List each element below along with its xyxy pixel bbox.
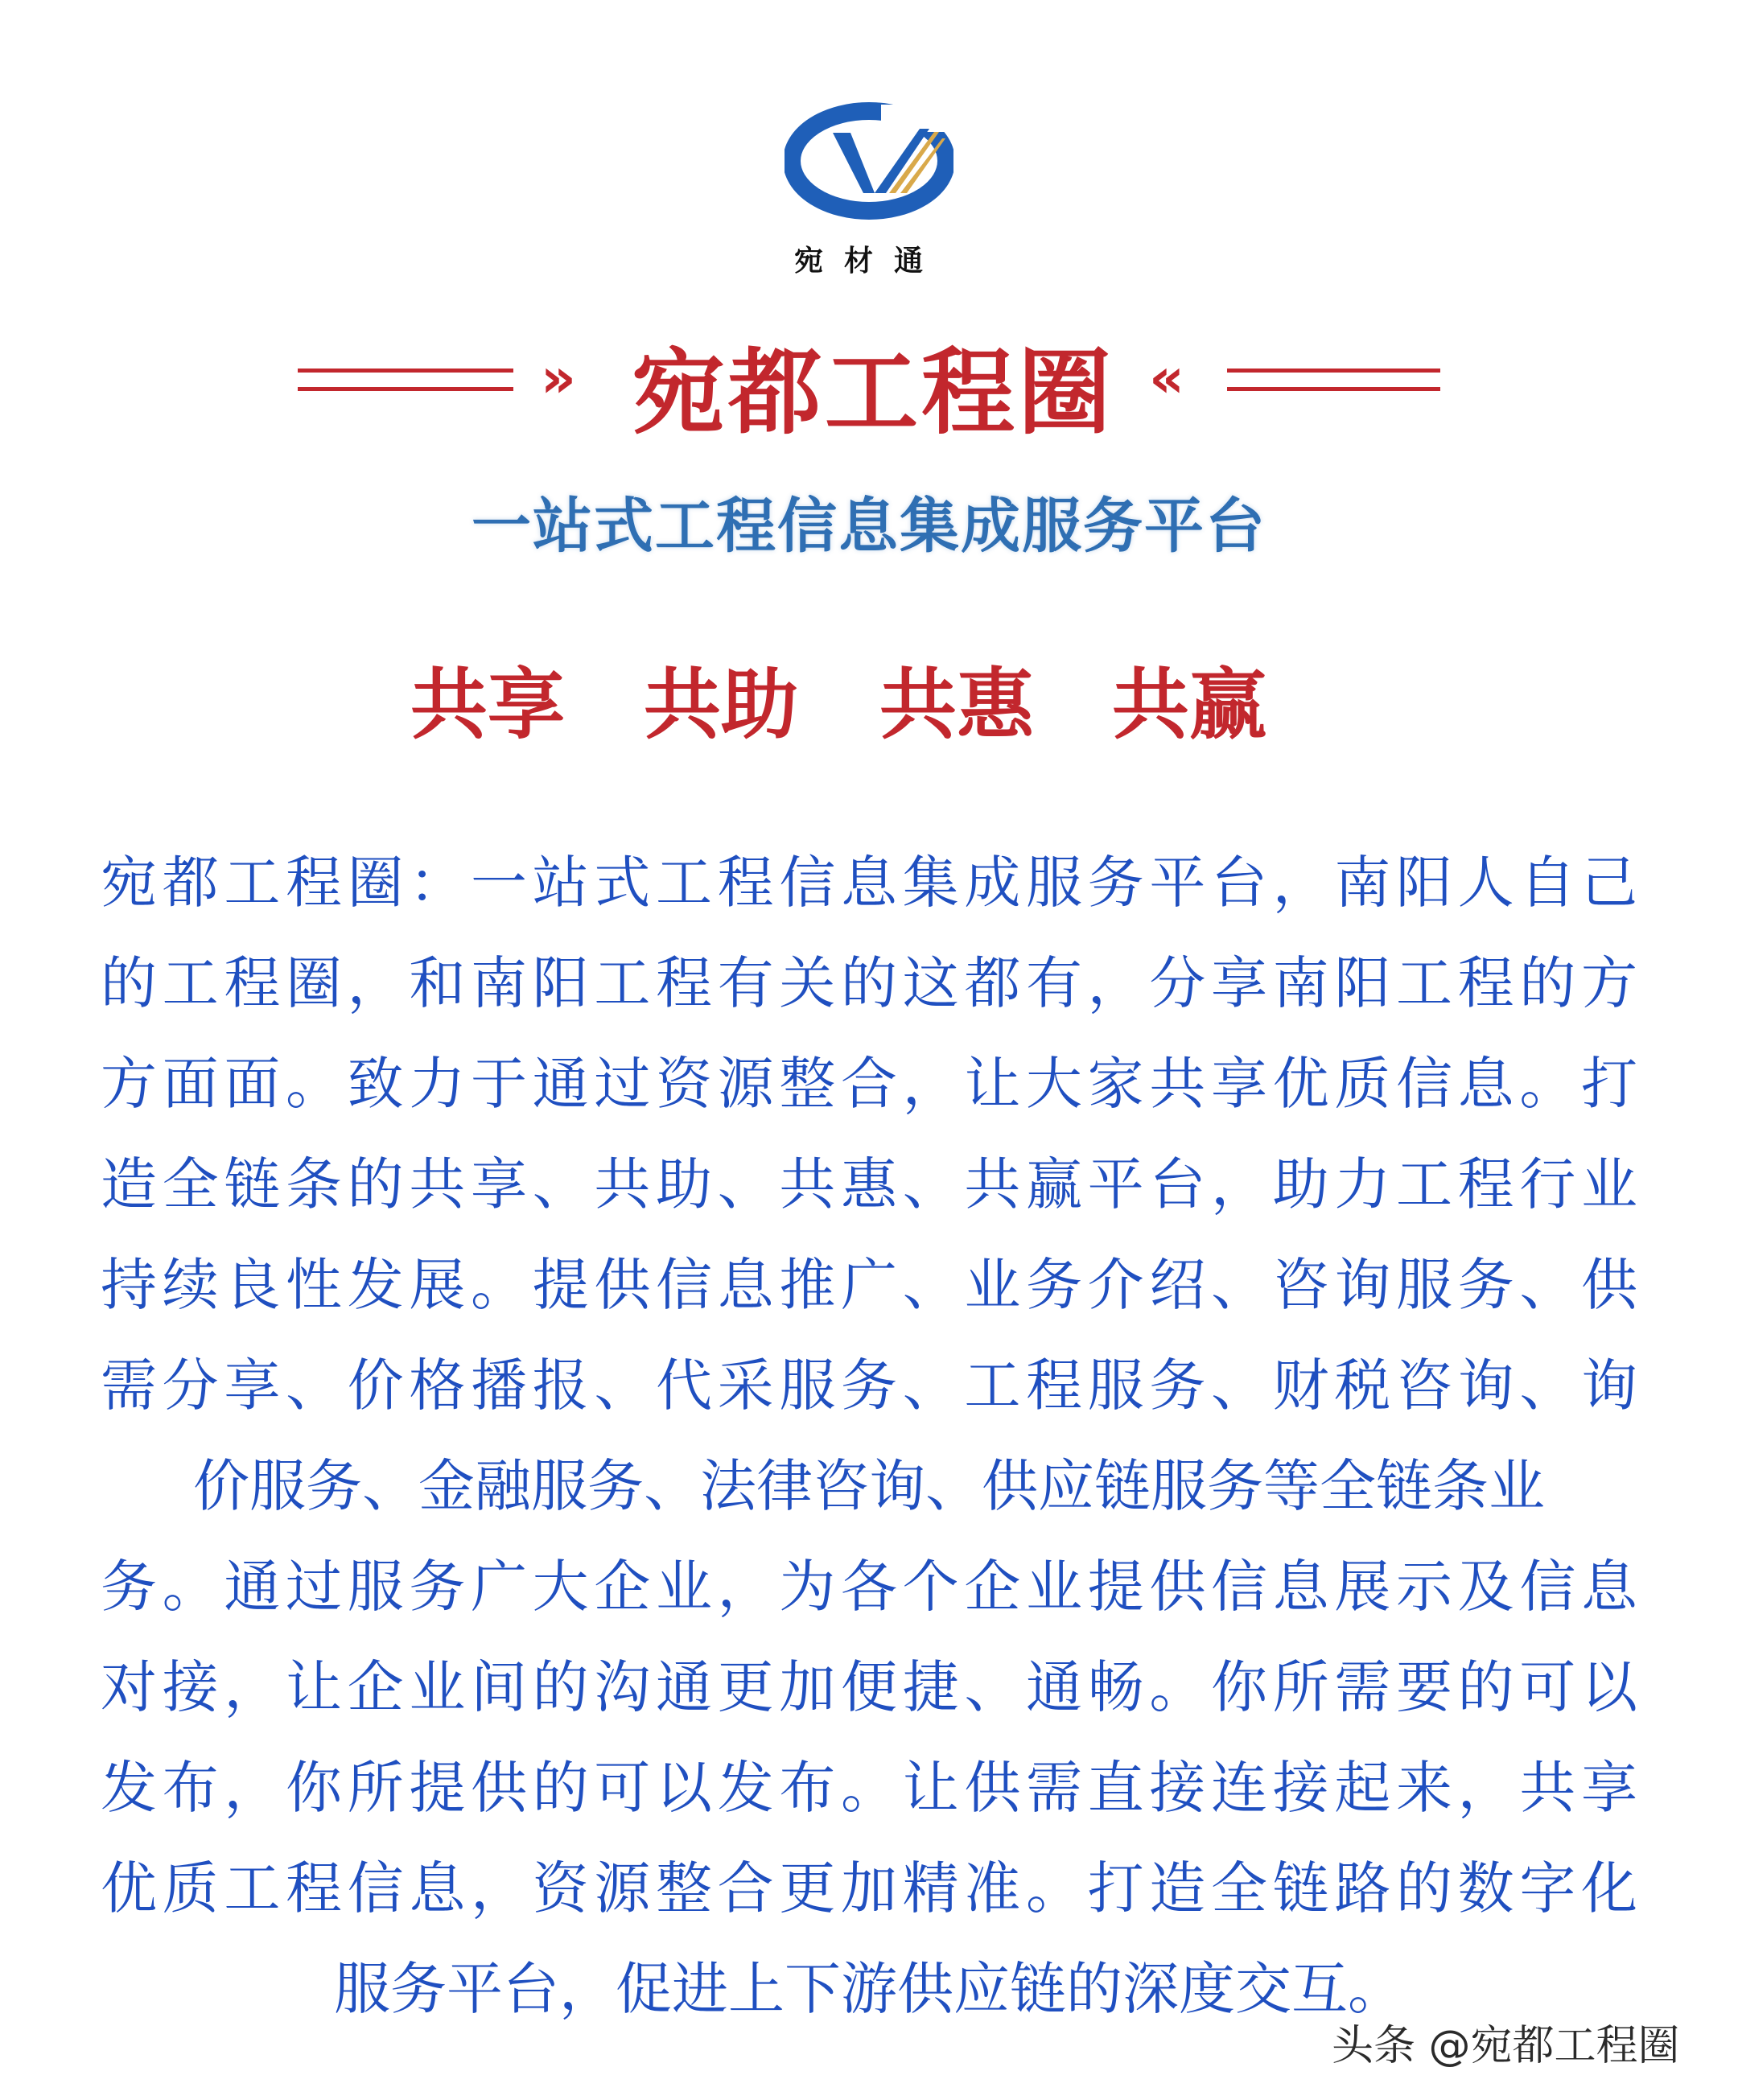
slogan: 共享 bbox=[410, 659, 565, 750]
slogan: 共赢 bbox=[1112, 659, 1266, 750]
slogan: 共惠 bbox=[879, 659, 1034, 750]
body-line: 持续良性发展。提供信息推广、业务介绍、咨询服务、供 bbox=[101, 1252, 1637, 1318]
title-mark-left: » bbox=[541, 347, 576, 410]
body-line: 宛都工程圈：一站式工程信息集成服务平台，南阳人自己 bbox=[101, 850, 1637, 916]
watermark: 头条 @宛都工程圈 bbox=[1332, 2022, 1680, 2070]
body-paragraph bbox=[101, 833, 1637, 2040]
body-line: 服务平台，促进上下游供应链的深度交互。 bbox=[334, 1956, 1404, 2022]
title-row bbox=[298, 318, 1440, 447]
wancaitong-logo bbox=[785, 97, 953, 233]
body-line: 方面面。致力于通过资源整合，让大家共享优质信息。打 bbox=[101, 1051, 1637, 1117]
title-mark-right: « bbox=[1149, 347, 1184, 410]
body-line: 需分享、价格播报、代采服务、工程服务、财税咨询、询 bbox=[101, 1353, 1637, 1419]
title-line-right bbox=[1227, 369, 1440, 391]
slogan: 共助 bbox=[644, 659, 798, 750]
page-title: 宛都工程圈 bbox=[632, 338, 1114, 447]
title-line-left bbox=[298, 369, 513, 391]
slogans bbox=[410, 644, 1344, 748]
body-line: 务。通过服务广大企业，为各个企业提供信息展示及信息 bbox=[101, 1554, 1637, 1620]
body-line: 的工程圈，和南阳工程有关的这都有，分享南阳工程的方 bbox=[101, 950, 1637, 1016]
body-line: 优质工程信息，资源整合更加精准。打造全链路的数字化 bbox=[101, 1855, 1637, 1921]
subtitle: 一站式工程信息集成服务平台 bbox=[472, 492, 1266, 561]
body-line: 价服务、金融服务、法律咨询、供应链服务等全链条业 bbox=[193, 1453, 1545, 1519]
body-line: 造全链条的共享、共助、共惠、共赢平台，助力工程行业 bbox=[101, 1151, 1637, 1217]
body-line: 对接，让企业间的沟通更加便捷、通畅。你所需要的可以 bbox=[101, 1654, 1637, 1720]
logo-name: 宛材通 bbox=[793, 244, 944, 278]
body-line: 发布，你所提供的可以发布。让供需直接连接起来，共享 bbox=[101, 1755, 1637, 1821]
